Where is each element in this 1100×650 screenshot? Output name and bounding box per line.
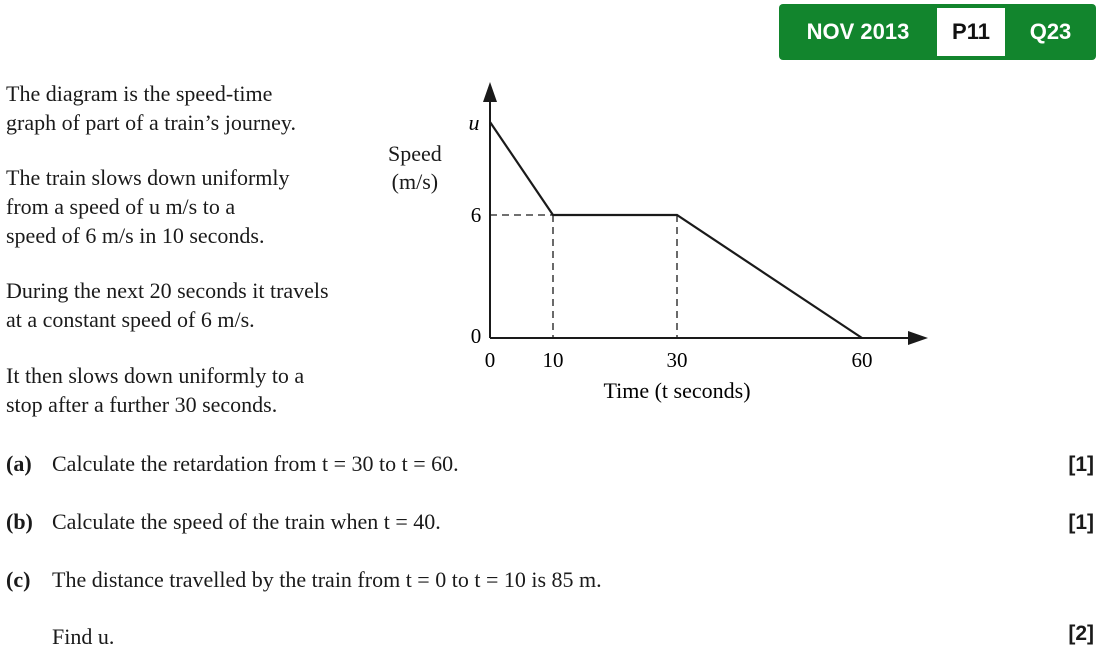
question-reference-badge: [779, 4, 1096, 60]
intro-line: During the next 20 seconds it travels: [6, 278, 329, 303]
intro-line: The train slows down uniformly: [6, 165, 290, 190]
intro-line: speed of 6 m/s in 10 seconds.: [6, 223, 265, 248]
intro-line: stop after a further 30 seconds.: [6, 392, 278, 417]
x-axis-arrow: [908, 331, 928, 345]
y-axis-label-line: (m/s): [391, 169, 439, 194]
question-text: Calculate the retardation from t = 30 to t = 60.: [52, 451, 459, 476]
y-tick-u: u: [468, 110, 480, 135]
question-text: Calculate the speed of the train when t = 40.: [52, 509, 441, 534]
speed-time-graph: [380, 78, 940, 418]
intro-paragraph-4: [6, 361, 304, 419]
question-part-a: [6, 451, 459, 477]
intro-paragraph-2: [6, 163, 290, 250]
intro-line: graph of part of a train’s journey.: [6, 110, 296, 135]
y-tick-6: 6: [470, 203, 482, 227]
marks-label: [2]: [1068, 622, 1094, 645]
marks-label: [1]: [1068, 453, 1094, 476]
intro-line: from a speed of u m/s to a: [6, 194, 236, 219]
intro-paragraph-1: [6, 79, 296, 137]
part-label: (b): [6, 509, 33, 534]
x-tick-10: 10: [542, 348, 564, 372]
question-text: Find u.: [52, 624, 115, 649]
intro-line: The diagram is the speed-time: [6, 81, 273, 106]
question-number-label: Q23: [1029, 19, 1072, 44]
question-part-c: [6, 567, 602, 593]
x-axis-label: Time (t seconds): [603, 378, 751, 403]
part-label: (a): [6, 451, 32, 476]
y-axis-arrow: [483, 82, 497, 102]
intro-paragraph-3: [6, 276, 329, 334]
question-text: The distance travelled by the train from t = 0 to t = 10 is 85 m.: [52, 567, 602, 592]
y-tick-0: 0: [470, 324, 482, 348]
exam-date-label: NOV 2013: [806, 19, 910, 44]
intro-line: at a constant speed of 6 m/s.: [6, 307, 255, 332]
marks-label: [1]: [1068, 511, 1094, 534]
paper-label: P11: [937, 8, 1005, 56]
intro-line: It then slows down uniformly to a: [6, 363, 305, 388]
y-axis-label-line: Speed: [388, 141, 442, 166]
journey-line: [490, 122, 862, 338]
x-tick-30: 30: [666, 348, 688, 372]
question-part-c-find: [6, 624, 114, 650]
question-part-b: [6, 509, 441, 535]
x-tick-60: 60: [851, 348, 873, 372]
part-label: (c): [6, 567, 31, 592]
x-tick-0: 0: [484, 348, 496, 372]
